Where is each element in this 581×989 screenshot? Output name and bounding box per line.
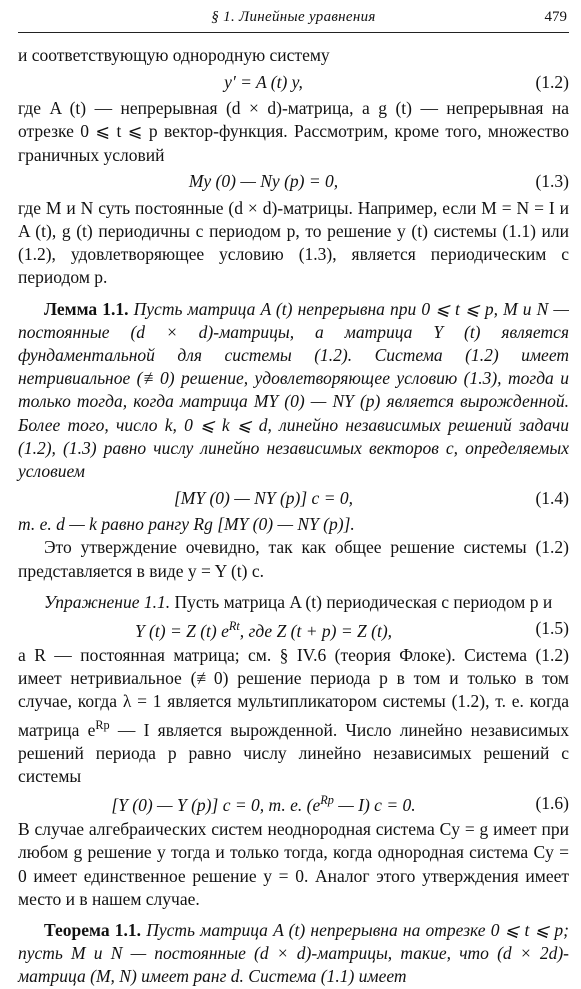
equation-number: (1.4) xyxy=(535,487,569,508)
paragraph: т. е. d — k равно рангу Rg [MY (0) — NY (p)]. xyxy=(18,514,355,535)
display-equation xyxy=(18,788,569,818)
paragraph: где A (t) — непрерывная (d × d)-матрица, а g (t) — непрерывная на отрезке 0 ⩽ t ⩽ p вектор-функция. Рассмотрим, кроме того, множество граничных условий xyxy=(18,98,569,165)
paragraph: В случае алгебраических систем неоднородная система Cy = g имеет при любом g решение y тогда и только тогда, когда однородная система Cy = 0 имеет единственное решение y = 0. Аналог этого утверждения имеет место и в нашем случае. xyxy=(18,819,569,909)
display-equation xyxy=(18,167,569,197)
display-equation xyxy=(18,67,569,97)
paragraph: где M и N суть постоянные (d × d)-матрицы. Например, если M = N = I и A (t), g (t) периодичны с периодом p, то решение y (t) системы (1.1) или (1.2), удовлетворяющее условию (1.3), является периодическим с периодом p. xyxy=(18,197,569,288)
theorem-text: Пусть матрица A (t) непрерывна на отрезке 0 ⩽ t ⩽ p; пусть M и N — постоянные (d × d)-матрицы, такие, что (d × 2d)-матрица (M, N) имеет ранг d. Система (1.1) имеет xyxy=(18,919,570,987)
display-equation xyxy=(18,614,569,644)
equation-formula: Y (t) = Z (t) $e^{Rt}$, где Z (t + p) = Z (t), xyxy=(134,619,393,641)
paragraph: Это утверждение очевидно, так как общее решение системы (1.2) представляется в виде y = Y (t) c. xyxy=(18,537,569,581)
equation-number: (1.6) xyxy=(535,792,569,813)
equation-formula: My (0) — Ny (p) = 0, xyxy=(188,171,339,192)
exercise-text: Пусть матрица A (t) периодическая с периодом p и xyxy=(174,591,553,612)
paragraph: и соответствующую однородную систему xyxy=(18,45,330,65)
spacer xyxy=(18,290,569,298)
display-equation xyxy=(18,483,569,513)
running-header xyxy=(18,6,569,33)
exercise-paragraph xyxy=(18,591,569,614)
spacer xyxy=(18,583,569,591)
equation-formula: [MY (0) — NY (p)] c = 0, xyxy=(173,487,354,508)
theorem-paragraph xyxy=(18,919,569,989)
page-number: 479 xyxy=(544,9,567,25)
section-title: § 1. Линейные уравнения xyxy=(211,9,376,25)
equation-number: (1.3) xyxy=(535,171,569,192)
equation-number: (1.5) xyxy=(535,618,569,639)
theorem-label: Теорема 1.1. xyxy=(44,919,147,940)
paragraph: а R — постоянная матрица; см. § IV.6 (теория Флоке). Система (1.2) имеет нетривиальное (≢0) решение периода p в том и только в том случае, когда λ = 1 является мультипликатором системы (1.2), т. е. когда матрица $e^{Rp}$ — I является вырожденной. Число линейно независимых решений периода p равно числу линейно независимых решений c системы xyxy=(18,645,569,786)
page-body xyxy=(18,44,569,989)
exercise-label: Упражнение 1.1. xyxy=(44,591,175,612)
spacer xyxy=(18,911,569,919)
equation-number: (1.2) xyxy=(535,71,569,92)
lemma-text: Пусть матрица A (t) непрерывна при 0 ⩽ t ⩽ p, M и N — постоянные (d × d)-матрицы, а матрица Y (t) является фундаментальной для системы (1.2). Система (1.2) имеет нетривиальное (≢0) решение, удовлетворяющее условию (1.3), тогда и только тогда, когда матрица MY (0) — NY (p) является вырожденной. Более того, число k, 0 ⩽ k ⩽ d, линейно независимых решений задачи (1.2), (1.3) равно числу линейно независимых векторов c, определяемых условием xyxy=(18,298,569,482)
lemma-paragraph xyxy=(18,298,569,484)
equation-formula: [Y (0) — Y (p)] c = 0, т. е. ($e^{Rp}$ — I) c = 0. xyxy=(111,793,416,815)
equation-formula: y′ = A (t) y, xyxy=(224,71,303,92)
lemma-label: Лемма 1.1. xyxy=(44,298,134,319)
